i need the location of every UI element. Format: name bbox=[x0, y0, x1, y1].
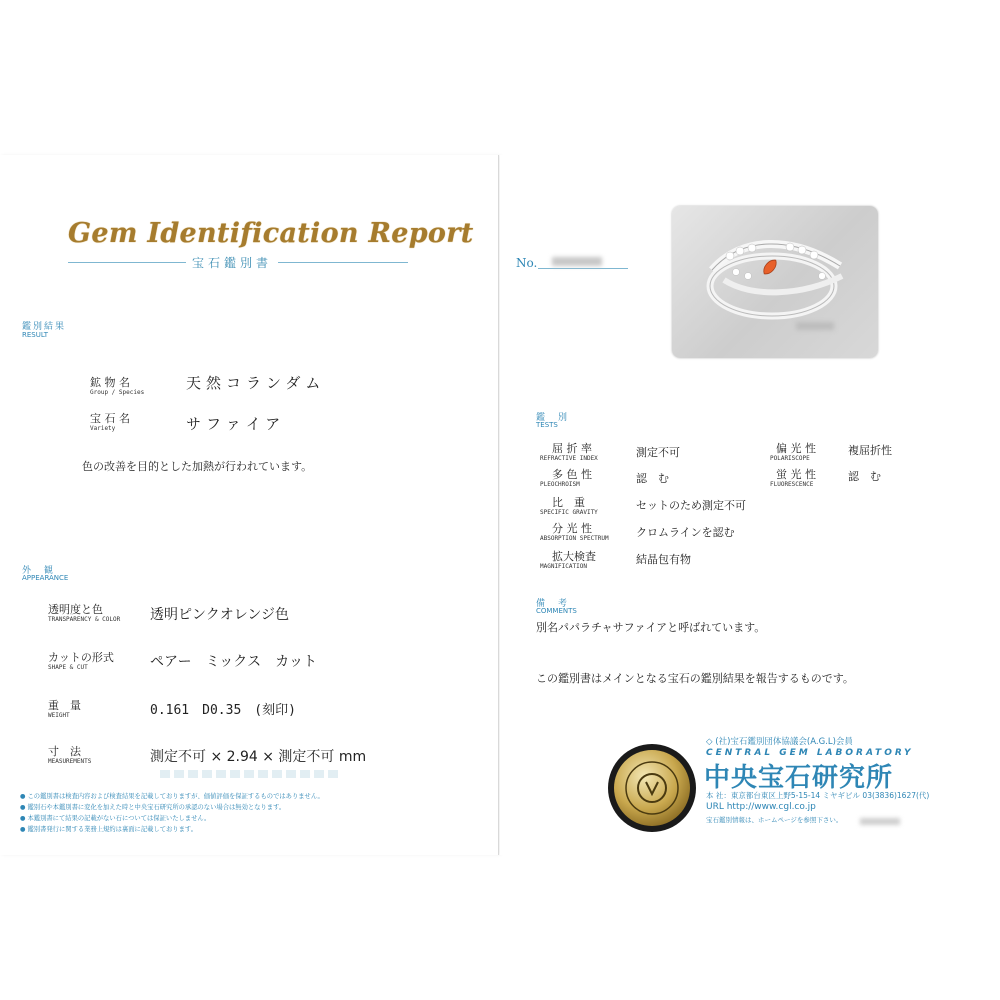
polariscope-value: 複屈折性 bbox=[848, 444, 892, 457]
lab-url[interactable]: URL http://www.cgl.co.jp bbox=[706, 802, 816, 812]
refractive-index-label: 屈 折 率 bbox=[552, 442, 592, 455]
treatment-remark: 色の改善を目的とした加熱が行われています。 bbox=[82, 460, 313, 473]
note-4: ● 鑑別書発行に関する業務上規約は裏面に記載しております。 bbox=[20, 826, 198, 833]
refractive-index-value: 測定不可 bbox=[636, 446, 680, 459]
pleochroism-value: 認 む bbox=[636, 472, 669, 485]
cut-label-en: SHAPE & CUT bbox=[48, 664, 88, 671]
absorption-spectrum-value: クロムラインを認む bbox=[636, 526, 735, 539]
result-heading: 鑑別結果 bbox=[22, 322, 67, 332]
report-title: Gem Identification Report bbox=[68, 218, 474, 249]
lab-name-jp: 中央宝石研究所 bbox=[704, 763, 894, 793]
measurements-label: 寸 法 bbox=[48, 745, 81, 758]
comment-line-2: この鑑別書はメインとなる宝石の鑑別結果を報告するものです。 bbox=[536, 672, 854, 685]
ring-illustration bbox=[672, 206, 878, 358]
variety-value: サファイア bbox=[186, 415, 286, 433]
polariscope-label: 偏 光 性 bbox=[776, 442, 816, 455]
measurements-value: 測定不可 × 2.94 × 測定不可 mm bbox=[150, 749, 367, 765]
color-label: 透明度と色 bbox=[48, 603, 103, 616]
fluorescence-label-en: FLUORESCENCE bbox=[770, 481, 814, 488]
report-number-blurred bbox=[552, 257, 602, 266]
polariscope-label-en: POLARISCOPE bbox=[770, 455, 810, 462]
comment-line-1: 別名パパラチャサファイアと呼ばれています。 bbox=[536, 621, 766, 634]
comments-heading-en: COMMENTS bbox=[536, 607, 577, 615]
specific-gravity-label-en: SPECIFIC GRAVITY bbox=[540, 509, 598, 516]
faint-watermark-band bbox=[160, 770, 340, 778]
fluorescence-label: 蛍 光 性 bbox=[776, 468, 816, 481]
comments-heading: 備 考 bbox=[536, 599, 570, 609]
weight-label-en: WEIGHT bbox=[48, 712, 70, 719]
magnification-label: 拡大検査 bbox=[552, 550, 596, 563]
color-value: 透明ピンクオレンジ色 bbox=[150, 607, 290, 623]
fluorescence-value: 認 む bbox=[848, 470, 881, 483]
report-subtitle: 宝石鑑別書 bbox=[186, 254, 278, 271]
weight-label: 重 量 bbox=[48, 699, 81, 712]
magnification-label-en: MAGNIFICATION bbox=[540, 563, 587, 570]
lab-seal bbox=[606, 742, 698, 838]
magnification-value: 結晶包有物 bbox=[636, 553, 691, 566]
pleochroism-label-en: PLEOCHROISM bbox=[540, 481, 580, 488]
lab-seal-icon bbox=[606, 742, 698, 834]
pleochroism-label: 多 色 性 bbox=[552, 468, 592, 481]
result-heading-en: RESULT bbox=[22, 331, 49, 339]
note-2: ● 鑑別石や本鑑別書に変化を加えた時と中央宝石研究所の承認のない場合は無効となります。 bbox=[20, 804, 286, 811]
appearance-heading-en: APPEARANCE bbox=[22, 574, 69, 582]
report-number-label: No. bbox=[516, 256, 538, 270]
report-number-line bbox=[538, 268, 628, 269]
refractive-index-label-en: REFRACTIVE INDEX bbox=[540, 455, 598, 462]
absorption-spectrum-label-en: ABSORPTION SPECTRUM bbox=[540, 535, 609, 542]
appearance-heading: 外 観 bbox=[22, 566, 56, 576]
weight-value: 0.161 D0.35 (刻印) bbox=[150, 703, 296, 718]
lab-url-note: 宝石鑑別情報は、ホームページを参照下さい。 bbox=[706, 816, 843, 824]
agl-text: (社)宝石鑑別団体協議会(A.G.L)会員 bbox=[715, 737, 853, 747]
tests-heading: 鑑 別 bbox=[536, 413, 570, 423]
tests-heading-en: TESTS bbox=[536, 421, 558, 429]
lab-address: 本 社：東京都台東区上野5-15-14 ミヤギビル 03(3836)1627(代) bbox=[706, 791, 930, 800]
species-label-en: Group / Species bbox=[90, 389, 145, 396]
ring-photo bbox=[672, 206, 878, 358]
specific-gravity-label: 比 重 bbox=[552, 496, 585, 509]
absorption-spectrum-label: 分 光 性 bbox=[552, 522, 592, 535]
species-label: 鉱 物 名 bbox=[90, 376, 130, 389]
note-3: ● 本鑑別書にて結果の記載がない石については保証いたしません。 bbox=[20, 815, 211, 822]
variety-label: 宝 石 名 bbox=[90, 412, 130, 425]
measurements-label-en: MEASUREMENTS bbox=[48, 758, 92, 765]
variety-label-en: Variety bbox=[90, 425, 116, 432]
cut-value: ペアー ミックス カット bbox=[150, 654, 318, 670]
cut-label: カットの形式 bbox=[48, 651, 114, 664]
agl-membership: ◇ (社)宝石鑑別団体協議会(A.G.L)会員 bbox=[706, 737, 853, 747]
blurred-stamp bbox=[860, 818, 900, 825]
species-value: 天然コランダム bbox=[186, 374, 326, 392]
color-label-en: TRANSPARENCY & COLOR bbox=[48, 616, 121, 623]
note-1: ● この鑑別書は検査内容および検査結果を記載しておりますが、価値評価を保証するものではありません。 bbox=[20, 793, 324, 800]
specific-gravity-value: セットのため測定不可 bbox=[636, 499, 746, 512]
lab-name-en: CENTRAL GEM LABORATORY bbox=[706, 748, 914, 758]
